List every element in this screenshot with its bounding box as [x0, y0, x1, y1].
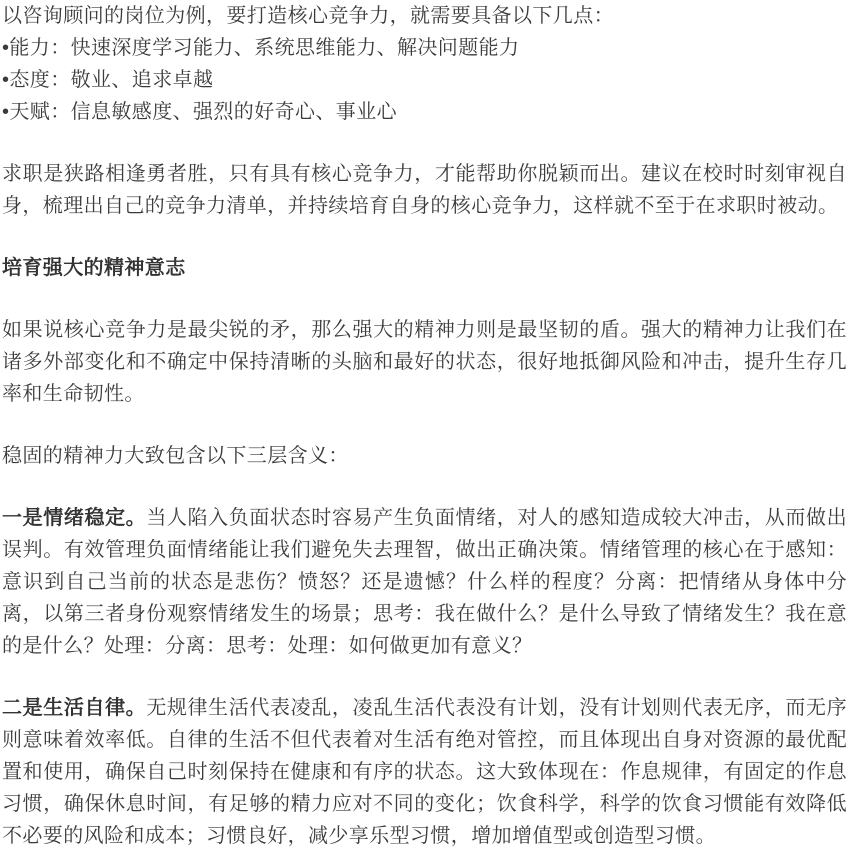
paragraph-jobhunt: 求职是狭路相逢勇者胜，只有具有核心竞争力，才能帮助你脱颖而出。建议在校时时刻审视自身，梳理出自己的竞争力清单，并持续培育自身的核心竞争力，这样就不至于在求职时被动。	[2, 163, 847, 217]
intro-section	[2, 0, 847, 128]
paragraph-three-layers: 稳固的精神力大致包含以下三层含义：	[2, 445, 349, 467]
section-heading: 培育强大的精神意志	[2, 257, 186, 279]
point-one-lead: 一是情绪稳定。	[2, 507, 147, 529]
point-two-lead: 二是生活自律。	[2, 697, 147, 719]
point-two-body: 无规律生活代表凌乱，凌乱生活代表没有计划，没有计划则代表无序，而无序则意味着效率低。自律的生活不但代表着对生活有绝对管控，而且体现出自身对资源的最优配置和使用，确保自己时刻保持在健康和有序的状态。这大致体现在：作息规律，有固定的作息习惯，确保休息时间，有足够的精力应对不同的变化；饮食科学，科学的饮食习惯能有效降低不必要的风险和成本；习惯良好，减少享乐型习惯，增加增值型或创造型习惯。	[2, 697, 847, 847]
bullet-item-attitude: •态度：敬业、追求卓越	[2, 69, 214, 91]
paragraph-spirit: 如果说核心竞争力是最尖锐的矛，那么强大的精神力则是最坚韧的盾。强大的精神力让我们在诸多外部变化和不确定中保持清晰的头脑和最好的状态，很好地抵御风险和冲击，提升生存几率和生命韧性。	[2, 319, 847, 405]
paragraph-point-two	[2, 692, 847, 852]
bullet-item-ability: •能力：快速深度学习能力、系统思维能力、解决问题能力	[2, 37, 520, 59]
bullet-item-talent: •天赋：信息敏感度、强烈的好奇心、事业心	[2, 101, 398, 123]
intro-lead: 以咨询顾问的岗位为例，要打造核心竞争力，就需要具备以下几点：	[2, 5, 614, 27]
paragraph-point-one	[2, 502, 847, 662]
point-one-body: 当人陷入负面状态时容易产生负面情绪，对人的感知造成较大冲击，从而做出误判。有效管理负面情绪能让我们避免失去理智，做出正确决策。情绪管理的核心在于感知：意识到自己当前的状态是悲伤？愤怒？还是遗憾？什么样的程度？分离：把情绪从身体中分离，以第三者身份观察情绪发生的场景；思考：我在做什么？是什么导致了情绪发生？我在意的是什么？处理：分离：思考：处理：如何做更加有意义？	[2, 507, 847, 657]
